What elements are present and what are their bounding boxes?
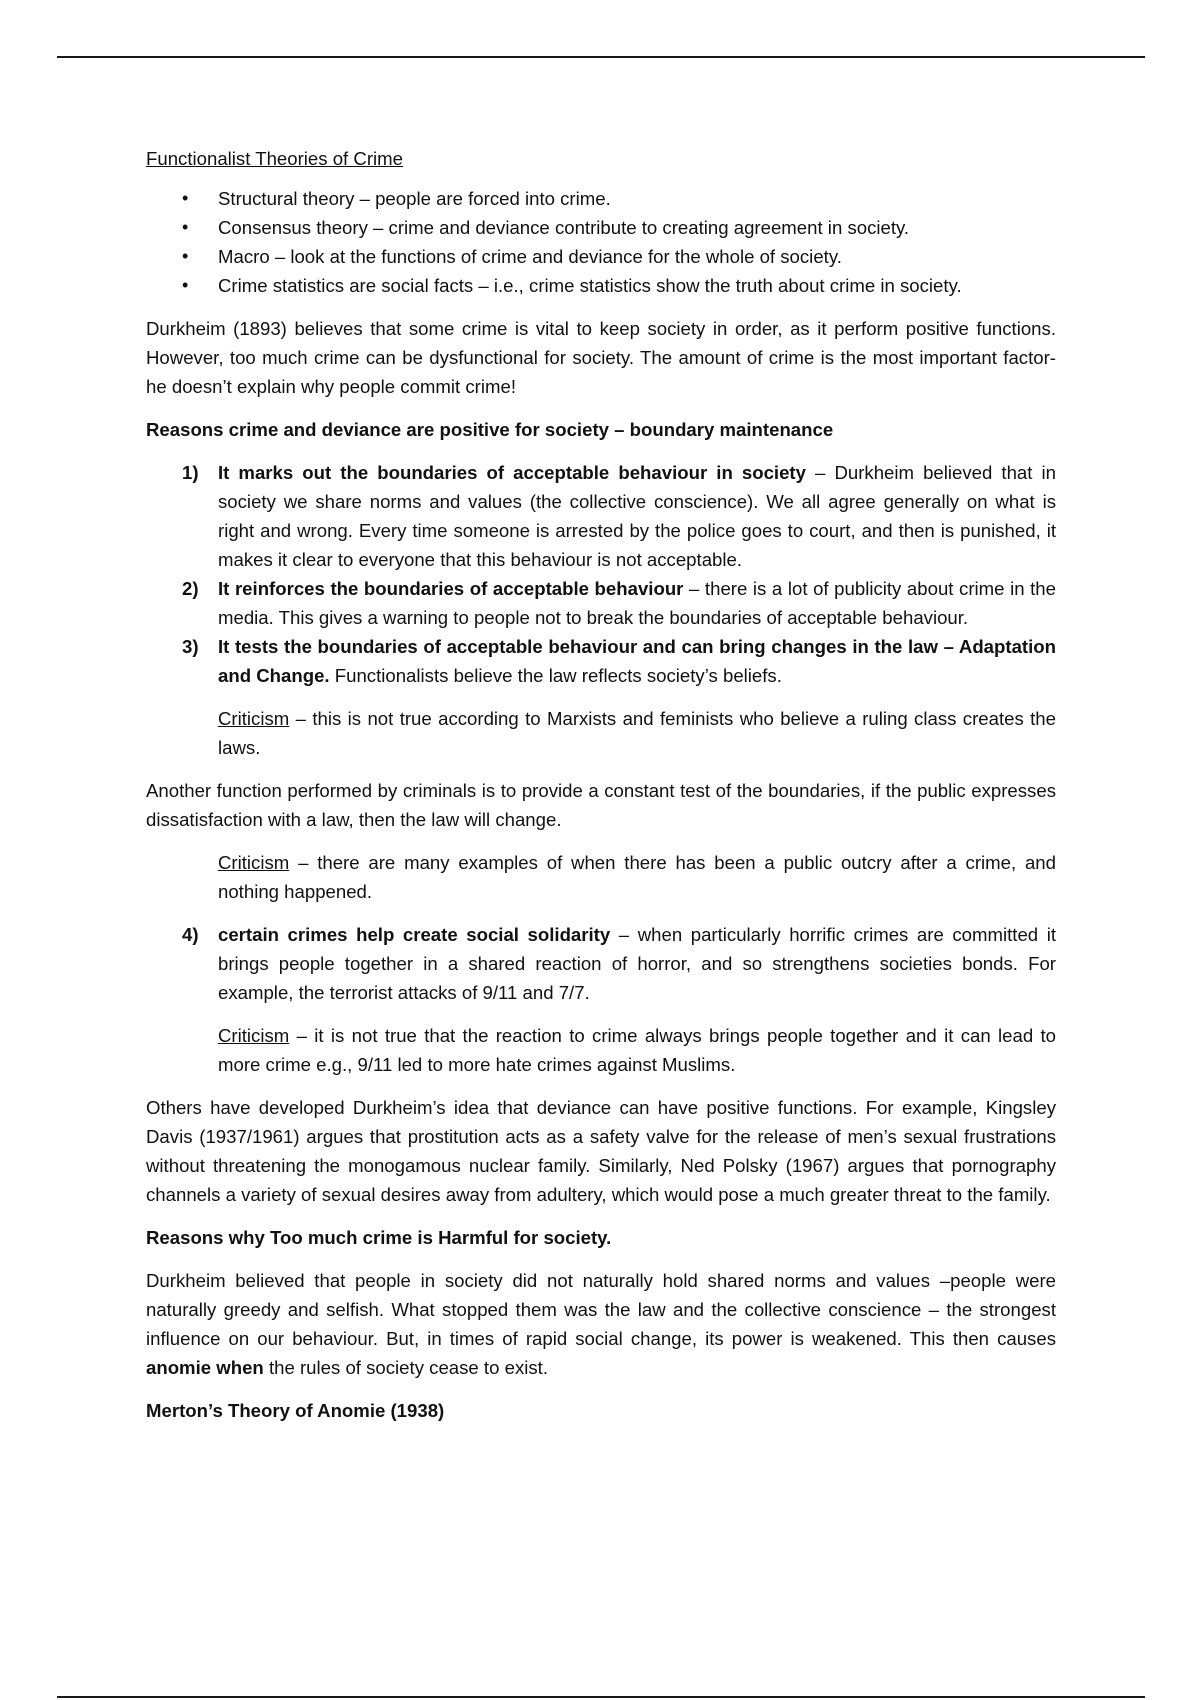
list-item: • Consensus theory – crime and deviance contribute to creating agreement in society. xyxy=(218,213,1056,242)
bullet-icon: • xyxy=(182,217,189,237)
list-item: • Macro – look at the functions of crime and deviance for the whole of society. xyxy=(218,242,1056,271)
list-item-2: 2) It reinforces the boundaries of acceptable behaviour – there is a lot of publicity about crime in the media. This gives a warning to people not to break the boundaries of acceptable behaviour. xyxy=(182,578,1056,628)
list-item-3: 3) It tests the boundaries of acceptable behaviour and can bring changes in the law – Adaptation and Change. Functionalists believe the law reflects society’s beliefs. xyxy=(182,636,1056,686)
criticism-label: Criticism xyxy=(218,708,290,729)
bullet-icon: • xyxy=(182,246,189,266)
list-item-1: 1) It marks out the boundaries of acceptable behaviour in society – Durkheim believed that in society we share norms and values (the collective conscience). We all agree generally on what is right and wrong. Every time someone is arrested by the police goes to court, and then is punished, it makes it clear to everyone that this behaviour is not acceptable. xyxy=(182,462,1056,570)
criticism-1: Criticism – this is not true according to Marxists and feminists who believe a ruling class creates the laws. xyxy=(218,708,1056,758)
paragraph-durkheim: Durkheim (1893) believes that some crime is vital to keep society in order, as it perform positive functions. However, too much crime can be dysfunctional for society. The amount of crime is the most important factor- he doesn’t explain why people commit crime! xyxy=(146,318,1056,397)
paragraph-davis-polsky: Others have developed Durkheim’s idea that deviance can have positive functions. For example, Kingsley Davis (1937/1961) argues that prostitution acts as a safety valve for the release of men’s sexual frustrations without threatening the monogamous nuclear family. Similarly, Ned Polsky (1967) argues that pornography channels a variety of sexual desires away from adultery, which would pose a much greater threat to the family. xyxy=(146,1097,1056,1205)
bullet-list xyxy=(146,184,1056,300)
criticism-3: Criticism – it is not true that the reaction to crime always brings people together and it can lead to more crime e.g., 9/11 led to more hate crimes against Muslims. xyxy=(218,1025,1056,1075)
bullet-icon: • xyxy=(182,188,189,208)
footer-rule xyxy=(57,1696,1145,1698)
bullet-icon: • xyxy=(182,275,189,295)
criticism-2: Criticism – there are many examples of when there has been a public outcry after a crime, and nothing happened. xyxy=(218,852,1056,902)
heading-merton: Merton’s Theory of Anomie (1938) xyxy=(146,1400,445,1421)
document-body xyxy=(146,144,1056,1425)
heading-positive-reasons: Reasons crime and deviance are positive for society – boundary maintenance xyxy=(146,419,834,440)
criticism-label: Criticism xyxy=(218,1025,290,1046)
header-rule xyxy=(57,56,1145,58)
list-item: • Crime statistics are social facts – i.e., crime statistics show the truth about crime in society. xyxy=(218,271,1056,300)
criticism-label: Criticism xyxy=(218,852,290,873)
list-item-4: 4) certain crimes help create social solidarity – when particularly horrific crimes are committed it brings people together in a shared reaction of horror, and so strengthens societies bonds. For example, the terrorist attacks of 9/11 and 7/7. xyxy=(182,924,1056,1003)
document-title: Functionalist Theories of Crime xyxy=(146,148,403,169)
numbered-list xyxy=(146,458,1056,690)
heading-harmful-reasons: Reasons why Too much crime is Harmful for society. xyxy=(146,1227,612,1248)
numbered-list-continued xyxy=(146,920,1056,1007)
paragraph-test-boundaries: Another function performed by criminals is to provide a constant test of the boundaries, if the public expresses dissatisfaction with a law, then the law will change. xyxy=(146,780,1056,830)
paragraph-anomie: Durkheim believed that people in society did not naturally hold shared norms and values –people were naturally greedy and selfish. What stopped them was the law and the collective conscience – the strongest influence on our behaviour. But, in times of rapid social change, its power is weakened. This then causes anomie when the rules of society cease to exist. xyxy=(146,1270,1056,1378)
list-item: • Structural theory – people are forced into crime. xyxy=(218,184,1056,213)
